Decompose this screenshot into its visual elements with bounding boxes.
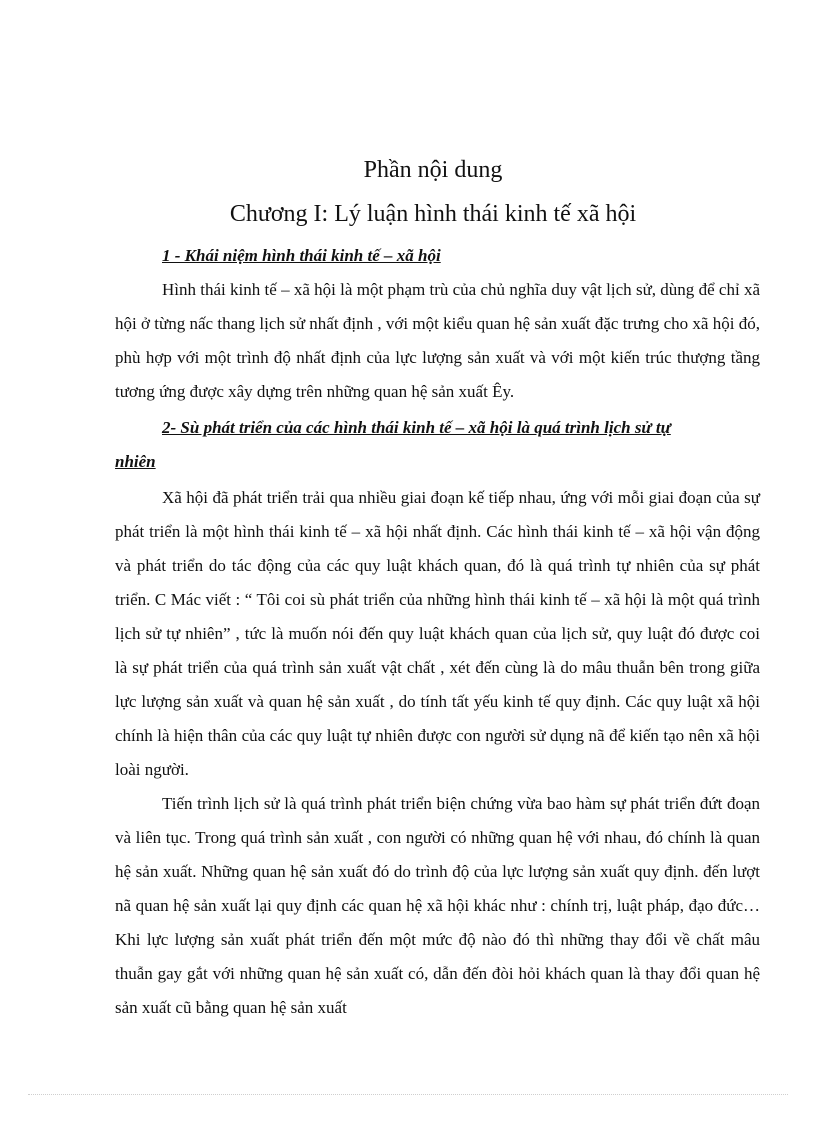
section-1-paragraph: Hình thái kinh tế – xã hội là một phạm trù của chủ nghĩa duy vật lịch sử, dùng để chỉ xã hội ở từng nấc thang lịch sử nhất định , với một kiểu quan hệ sản xuất đặc trưng cho xã hội đó, phù hợp với một trình độ nhất định của lực lượng sản xuất và với một kiến trúc thượng tầng tương ứng được xây dựng trên những quan hệ sản xuất Êy. [115,280,760,401]
section-2-heading-line2: nhiên [115,452,156,471]
section-1-heading: 1 - Khái niệm hình thái kinh tế – xã hội [162,246,441,265]
section-2-paragraph-2: Tiến trình lịch sử là quá trình phát triển biện chứng vừa bao hàm sự phát triển đứt đoạn và liên tục. Trong quá trình sản xuất , con người có những quan hệ với nhau, đó chính là quan hệ sản xuất. Những quan hệ sản xuất đó do trình độ của lực lượng sản xuất quy định. đến lượt nã quan hệ sản xuất lại quy định các quan hệ xã hội khác như : chính trị, luật pháp, đạo đức… Khi lực lượng sản xuất phát triển đến một mức độ nào đó thì những thay đổi về chất mâu thuẫn gay gắt với những quan hệ sản xuất có, dẫn đến đòi hỏi khách quan là thay đổi quan hệ sản xuất cũ bằng quan hệ sản xuất [115,794,760,1017]
page-bottom-divider [28,1094,788,1095]
chapter-title: Chương I: Lý luận hình thái kinh tế xã hội [229,201,637,227]
page-title: Phần nội dung [363,157,503,183]
section-2-paragraph-1: Xã hội đã phát triển trải qua nhiều giai đoạn kế tiếp nhau, ứng với mỗi giai đoạn của sự phát triển là một hình thái kinh tế – xã hội nhất định. Các hình thái kinh tế – xã hội vận động và phát triển do tác động của các quy luật khách quan, đó là quá trình tự nhiên của sự phát triển. C Mác viết : “ Tôi coi sù phát triển của những hình thái kinh tế – xã hội là một quá trình lịch sử tự nhiên” , tức là muốn nói đến quy luật khách quan của lịch sử, quy luật đó được coi là sự phát triển của quá trình sản xuất vật chất , xét đến cùng là do mâu thuẫn bên trong giữa lực lượng sản xuất và quan hệ sản xuất , do tính tất yếu kinh tế quy định. Các quy luật xã hội chính là hiện thân của các quy luật tự nhiên được con người sử dụng nã để kiến tạo nên xã hội loài người. [115,488,760,779]
section-2-heading-line1: 2- Sù phát triển của các hình thái kinh tế – xã hội là quá trình lịch sử tự [162,418,671,437]
